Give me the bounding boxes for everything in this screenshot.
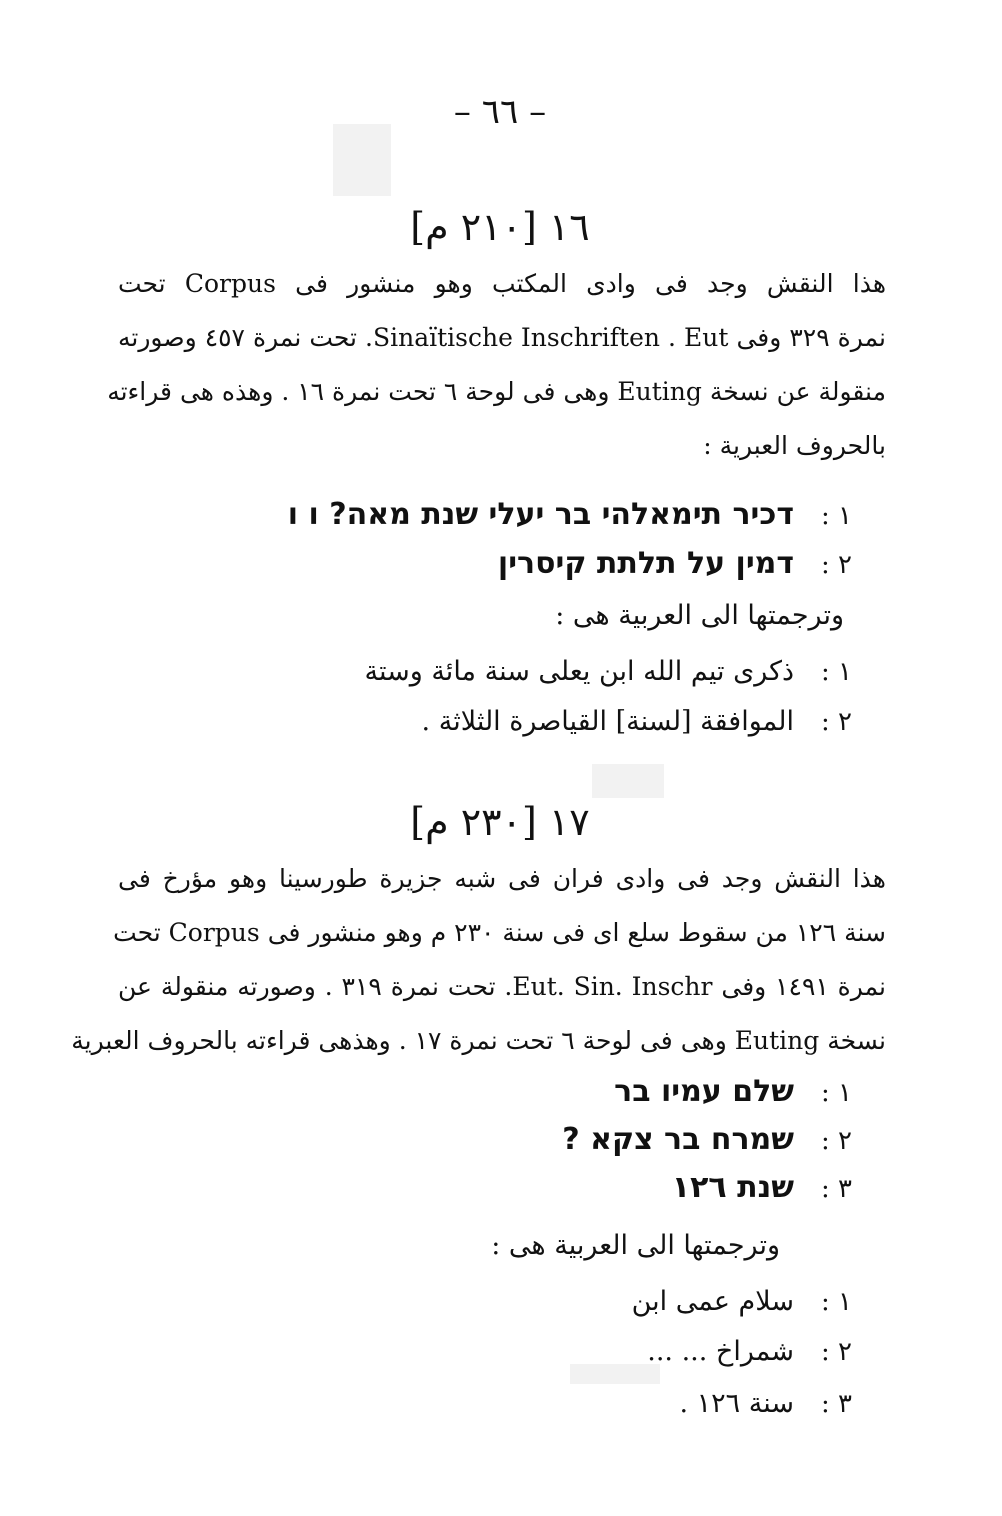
line-number: ٢ : [821,1126,852,1156]
page-number: – ٦٦ – [453,92,547,132]
hebrew-text: דכיר תימאלהי בר יעלי שנת מאה? ו ו [287,497,794,532]
paragraph-line: بالحروف العبرية : [703,431,886,460]
section-heading: ١٧ [٢٣٠ م] [410,800,590,844]
paragraph-line: منقولة عن نسخة Euting وهى فى لوحة ٦ تحت نمرة ١٦ . وهذه هى قراءته [107,377,886,406]
arabic-line [364,656,852,687]
line-number: ١ : [821,1287,852,1317]
scan-smudge [592,764,664,798]
arabic-line [679,1388,852,1419]
line-number: ٢ : [821,707,852,737]
arabic-text: ذكرى تيم الله ابن يعلى سنة مائة وستة [364,656,794,687]
scan-smudge [333,124,391,196]
translation-intro: وترجمتها الى العربية هى : [491,1230,780,1261]
paragraph-line: سنة ١٢٦ من سقوط سلع اى فى سنة ٢٣٠ م وهو منشور فى Corpus تحت [113,918,886,947]
arabic-line [647,1336,852,1367]
hebrew-line [614,1074,852,1109]
hebrew-line [498,546,852,581]
arabic-line [632,1286,852,1317]
line-number: ١ : [821,501,852,531]
paragraph-line: نمرة ٣٢٩ وفى Sinaïtische Inschriften . Eut. تحت نمرة ٤٥٧ وصورته [118,323,886,352]
arabic-text: سنة ١٢٦ . [679,1388,794,1419]
arabic-line [422,706,852,737]
arabic-text: شمراخ ... ... [647,1336,794,1367]
hebrew-text: שמרח בר צקא ? [562,1122,794,1157]
hebrew-line [672,1170,852,1205]
section-heading: ١٦ [٢١٠ م] [410,205,590,249]
paragraph-line: هذا النقش وجد فى وادى المكتب وهو منشور فى Corpus تحت [118,269,886,298]
translation-intro: وترجمتها الى العربية هى : [555,600,844,631]
hebrew-text: שלם עמיו בר [614,1074,794,1109]
hebrew-text: דמין על תלתת קיסרין [497,546,794,581]
line-number: ١ : [821,657,852,687]
arabic-text: سلام عمى ابن [631,1286,794,1317]
scan-smudge [570,1364,660,1384]
line-number: ١ : [821,1078,852,1108]
section-paragraph [107,257,886,473]
paragraph-line: نمرة ١٤٩١ وفى Eut. Sin. Inschr. تحت نمرة ٣١٩ . وصورته منقولة عن [118,972,886,1001]
line-number: ٢ : [821,550,852,580]
paragraph-line: هذا النقش وجد فى وادى فران فى شبه جزيرة طورسينا وهو مؤرخ فى [118,864,886,893]
line-number: ٢ : [821,1337,852,1367]
line-number: ٣ : [821,1389,852,1419]
hebrew-line [288,497,852,532]
paragraph-line: نسخة Euting وهى فى لوحة ٦ تحت نمرة ١٧ . وهذهى قراءته بالحروف العبرية [71,1026,886,1055]
section-paragraph [71,852,886,1068]
arabic-text: الموافقة [لسنة] القياصرة الثلاثة . [421,706,794,737]
hebrew-text: שנת ١٢٦ [671,1170,794,1205]
hebrew-line [562,1122,852,1157]
line-number: ٣ : [821,1174,852,1204]
